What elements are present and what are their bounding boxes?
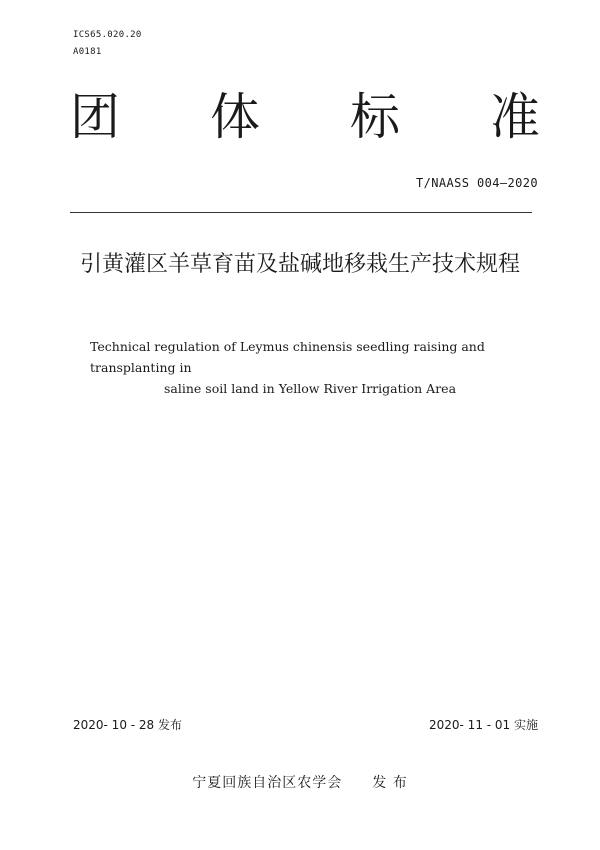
standard-type-char: 体 xyxy=(210,88,260,146)
publisher-action: 发 布 xyxy=(372,775,408,791)
issue-date: 2020- 10 - 28 发布 xyxy=(73,718,182,732)
implementation-date: 2020- 11 - 01 实施 xyxy=(429,718,538,732)
ccs-code: A0181 xyxy=(73,47,102,57)
title-english-line2: saline soil land in Yellow River Irrigation Area xyxy=(164,381,457,396)
standard-type-char: 准 xyxy=(490,88,540,146)
title-english-line1: Technical regulation of Leymus chinensis seedling raising and transplanting in xyxy=(90,339,485,375)
standard-type-heading xyxy=(70,88,540,146)
publisher-name: 宁夏回族自治区农学会 xyxy=(192,775,343,791)
standard-type-char: 团 xyxy=(70,88,120,146)
standard-type-char: 标 xyxy=(350,88,400,146)
publisher-line xyxy=(0,772,600,792)
standard-number: T/NAASS 004—2020 xyxy=(416,176,538,190)
header-divider xyxy=(70,212,532,213)
title-english xyxy=(90,336,545,399)
title-chinese: 引黄灌区羊草育苗及盐碱地移栽生产技术规程 xyxy=(79,252,520,277)
ics-code: ICS65.020.20 xyxy=(73,30,142,40)
